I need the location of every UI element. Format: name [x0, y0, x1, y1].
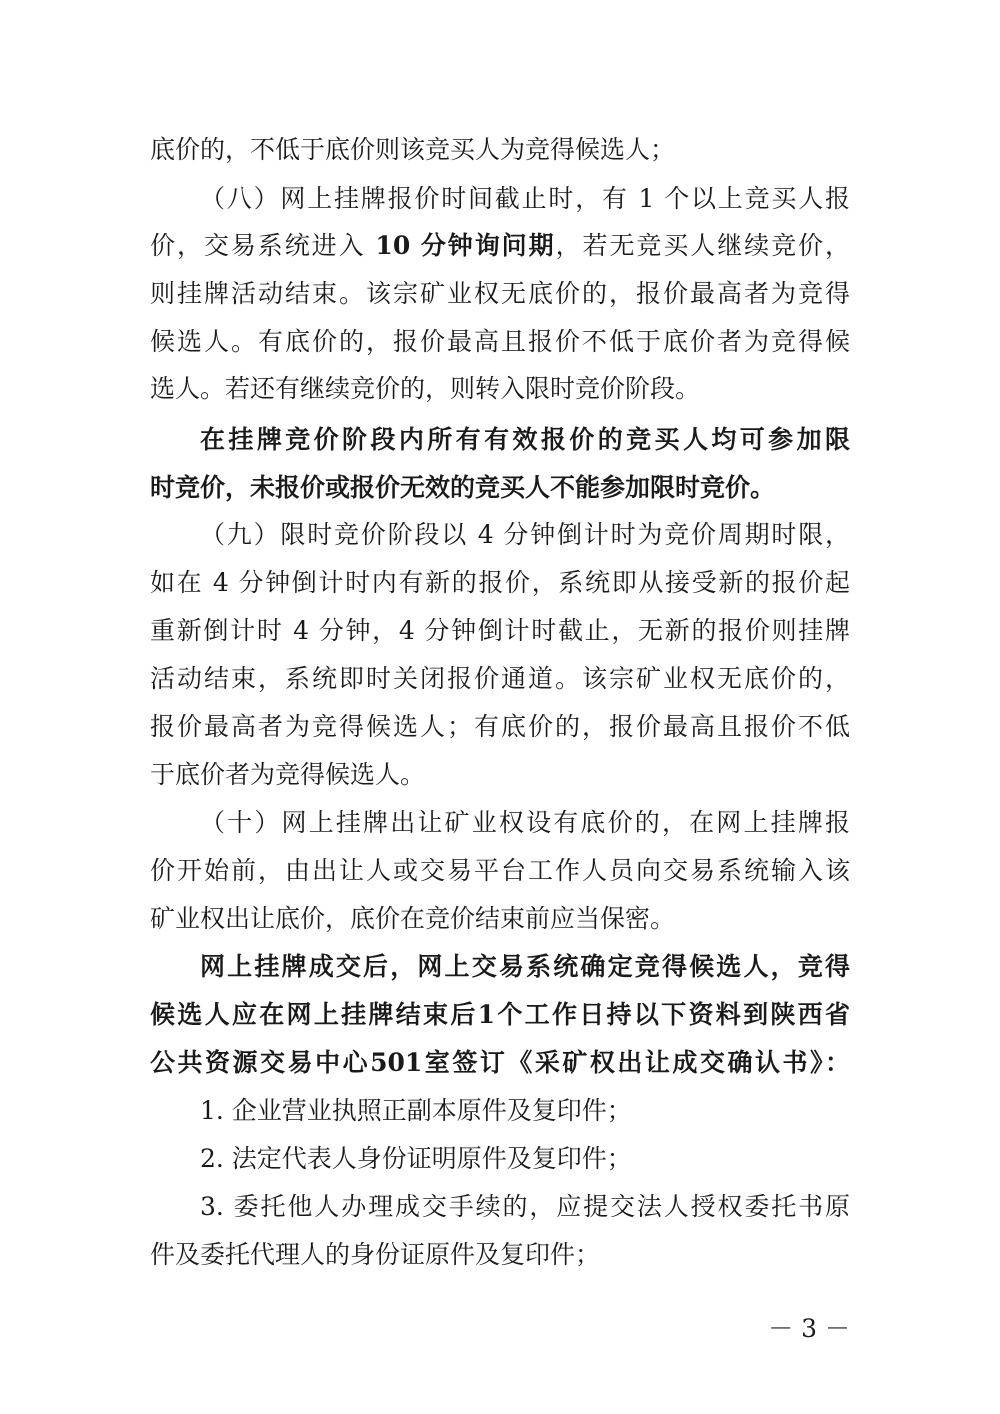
- text-line-10: 如在 4 分钟倒计时内有新的报价，系统即从接受新的报价起: [150, 568, 850, 597]
- text-line-8-bold: 时竞价，未报价或报价无效的竞买人不能参加限时竞价。: [150, 473, 776, 502]
- text-line-3-pre: 价，交易系统进入: [150, 231, 376, 260]
- list-item-2: 2. 法定代表人身份证明原件及复印件；: [200, 1144, 632, 1173]
- text-line-2: （八）网上挂牌报价时间截止时，有 1 个以上竞买人报: [200, 184, 850, 213]
- text-line-6: 选人。若还有继续竞价的，则转入限时竞价阶段。: [150, 374, 701, 403]
- text-line-4: 则挂牌活动结束。该宗矿业权无底价的，报价最高者为竞得: [150, 279, 850, 308]
- text-line-9: （九）限时竞价阶段以 4 分钟倒计时为竞价周期时限，: [200, 520, 850, 549]
- text-line-13: 报价最高者为竞得候选人；有底价的，报价最高且报价不低: [150, 712, 850, 741]
- text-line-14: 于底价者为竞得候选人。: [150, 760, 426, 789]
- text-line-19-bold: 候选人应在网上挂牌结束后1个工作日持以下资料到陕西省: [150, 1000, 850, 1029]
- inquiry-period-emphasis: 10 分钟询问期: [375, 231, 556, 260]
- text-line-11: 重新倒计时 4 分钟，4 分钟倒计时截止，无新的报价则挂牌: [150, 616, 850, 645]
- text-line-7-bold: 在挂牌竞价阶段内所有有效报价的竞买人均可参加限: [200, 425, 850, 454]
- text-line-3: [150, 230, 850, 262]
- text-line-12: 活动结束，系统即时关闭报价通道。该宗矿业权无底价的，: [150, 664, 850, 693]
- page-number: － 3 －: [768, 1314, 850, 1343]
- list-item-3-continued: 件及委托代理人的身份证原件及复印件；: [150, 1240, 601, 1269]
- text-line-16: 价开始前，由出让人或交易平台工作人员向交易系统输入该: [150, 856, 850, 885]
- text-line-5: 候选人。有底价的，报价最高且报价不低于底价者为竞得候: [150, 327, 850, 356]
- text-line-3-post: ，若无竞买人继续竞价，: [555, 231, 850, 260]
- list-item-3: 3. 委托他人办理成交手续的，应提交法人授权委托书原: [200, 1192, 850, 1221]
- list-item-1: 1. 企业营业执照正副本原件及复印件；: [200, 1096, 632, 1125]
- text-line-18-bold: 网上挂牌成交后，网上交易系统确定竞得候选人，竞得: [200, 952, 850, 981]
- text-line-17: 矿业权出让底价，底价在竞价结束前应当保密。: [150, 904, 676, 933]
- text-line-15: （十）网上挂牌出让矿业权设有底价的，在网上挂牌报: [200, 808, 850, 837]
- text-line-20-bold: 公共资源交易中心501室签订《采矿权出让成交确认书》：: [150, 1048, 850, 1077]
- text-line-1: 底价的，不低于底价则该竞买人为竞得候选人；: [150, 135, 676, 164]
